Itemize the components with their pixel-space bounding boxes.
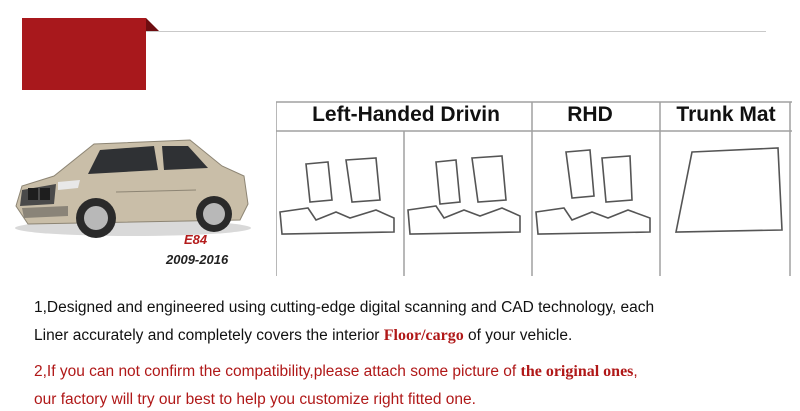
description-text: ,	[633, 363, 638, 380]
model-code: E84	[184, 232, 208, 247]
highlight-floor-cargo: Floor/cargo	[383, 327, 464, 344]
header-accent-fold	[146, 18, 160, 32]
header-rule	[146, 31, 766, 32]
description-line	[34, 294, 654, 322]
description-text: 2,If you can not confirm the compatibility,please attach some picture of	[34, 363, 521, 380]
description-text: our factory will try our best to help you customize right fitted one.	[34, 391, 476, 408]
description-text: 1,Designed and engineered using cutting-edge digital scanning and CAD technology, each	[34, 299, 655, 316]
column-heading-rhd: RHD	[567, 103, 613, 126]
highlight-original-ones: the original ones	[520, 363, 634, 380]
description-text: of your vehicle.	[463, 327, 573, 344]
description-line	[34, 386, 638, 411]
column-heading-lhd: Left-Handed Drivin	[312, 103, 500, 126]
model-years: 2009-2016	[166, 252, 229, 267]
description-line	[34, 322, 654, 350]
description-line	[34, 358, 638, 386]
description-text: Liner accurately and completely covers the interior	[34, 327, 384, 344]
column-heading-trunk: Trunk Mat	[676, 103, 776, 126]
header-accent-block	[22, 18, 146, 90]
description-point-1	[34, 294, 654, 350]
car-illustration	[8, 120, 258, 270]
description-point-2	[34, 358, 638, 411]
